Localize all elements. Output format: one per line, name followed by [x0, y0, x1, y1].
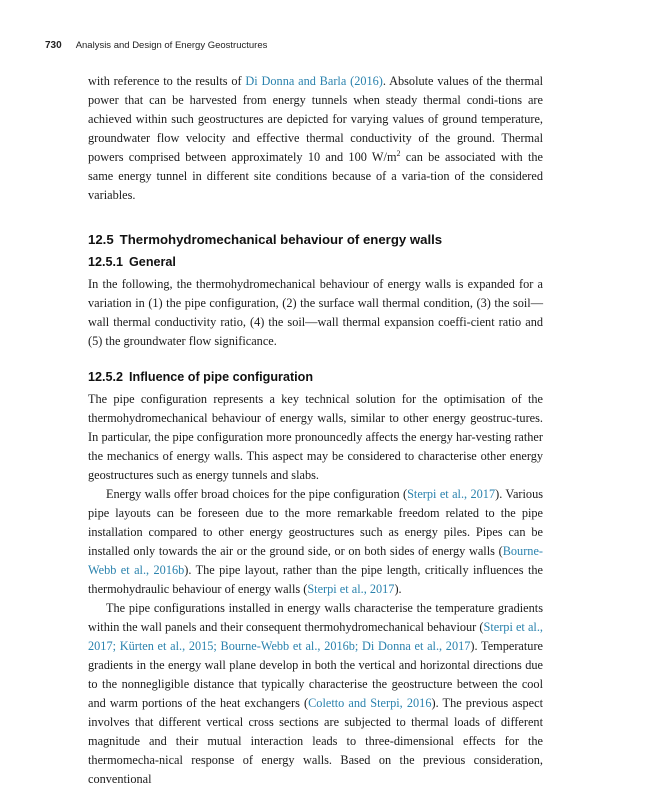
pipe-config-paragraph-3 — [88, 599, 543, 789]
citation-link[interactable]: Di Donna and Barla (2016) — [245, 74, 383, 88]
citation-link[interactable]: Sterpi et al., 2017 — [307, 582, 395, 596]
text-run: ). Temperature gradients in the energy wall plane develop in both the vertical and horizontal directions due to the nonnegligible distance that typically characterise the geostructure between the cool and warm portions of the heat exchangers ( — [88, 639, 544, 710]
text-run: The pipe configurations installed in energy walls characterise the temperature gradients within the wall panels and their consequent thermohydromechanical behaviour ( — [88, 601, 543, 634]
text-run: can be associated with the same energy tunnel in different site conditions because of a varia-tion of the considered variables. — [88, 150, 543, 202]
running-header — [45, 40, 267, 51]
subsection-title: Influence of pipe configuration — [129, 370, 314, 384]
citation-link[interactable]: Coletto and Sterpi, 2016 — [308, 696, 432, 710]
running-title: Analysis and Design of Energy Geostructures — [75, 40, 268, 51]
subsection-heading-12-5-2 — [88, 368, 543, 386]
section-title: Thermohydromechanical behaviour of energy walls — [119, 232, 443, 247]
page-number: 730 — [45, 40, 62, 51]
section-heading-12-5 — [88, 231, 543, 249]
subsection-heading-12-5-1 — [88, 253, 543, 271]
pipe-config-paragraph-1: The pipe configuration represents a key technical solution for the optimisation of the thermohydromechanical behaviour of energy walls, similar to other energy geostruc-tures. In particular, the pipe configuration more pronouncedly affects the energy har-vesting rather the mechanics of energy walls. This aspect may be considered to characterise other energy geostructures such as energy tunnels and slabs. — [88, 392, 543, 482]
citation-link[interactable]: Sterpi et al., 2017; Kürten et al., 2015; Bourne-Webb et al., 2016b; Di Donna et al., 2017 — [88, 620, 543, 653]
subsection-number: 12.5.2 — [88, 370, 124, 384]
citation-link[interactable]: Bourne-Webb et al., 2016b — [88, 544, 543, 577]
text-run: . Absolute values of the thermal power that can be harvested from energy tunnels when steady thermal condi-tions are achieved within such geostructures are depicted for varying values of ground temperature, groundwater flow velocity and effective thermal conductivity of the ground. Thermal powers comprised between approximately 10 and 100 W/m — [88, 74, 544, 164]
text-run: ). The pipe layout, rather than the pipe length, critically influences the thermohydraulic behaviour of energy walls ( — [88, 563, 543, 596]
text-run: ). Various pipe layouts can be foreseen due to the more remarkable freedom related to the pipe installation compared to other energy geostructures such as energy piles. Pipes can be installed only towards the air or the ground side, or on both sides of energy walls ( — [88, 487, 544, 558]
text-run: ). The previous aspect involves that different vertical cross sections are subjected to thermal loads of different magnitude and their mutual interaction leads to three-dimensional effects for the thermomecha-nical response of energy walls. Based on the previous consideration, conventional — [88, 696, 543, 786]
general-paragraph: In the following, the thermohydromechanical behaviour of energy walls is expanded for a variation in (1) the pipe configuration, (2) the surface wall thermal condition, (3) the soil—wall thermal conductivity ratio, (4) the soil—wall thermal expansion coeffi-cient ratio and (5) the groundwater flow significance. — [88, 277, 543, 348]
subsection-title: General — [129, 255, 176, 269]
subsection-number: 12.5.1 — [88, 255, 124, 269]
text-run: Energy walls offer broad choices for the pipe configuration ( — [106, 487, 408, 501]
section-number: 12.5 — [88, 232, 114, 247]
superscript: 2 — [396, 149, 401, 158]
text-run: ). — [394, 582, 402, 596]
article-body — [88, 72, 543, 789]
citation-link[interactable]: Sterpi et al., 2017 — [407, 487, 496, 501]
pipe-config-paragraph-2 — [88, 485, 543, 599]
text-run: with reference to the results of — [88, 74, 246, 88]
intro-paragraph — [88, 72, 543, 205]
